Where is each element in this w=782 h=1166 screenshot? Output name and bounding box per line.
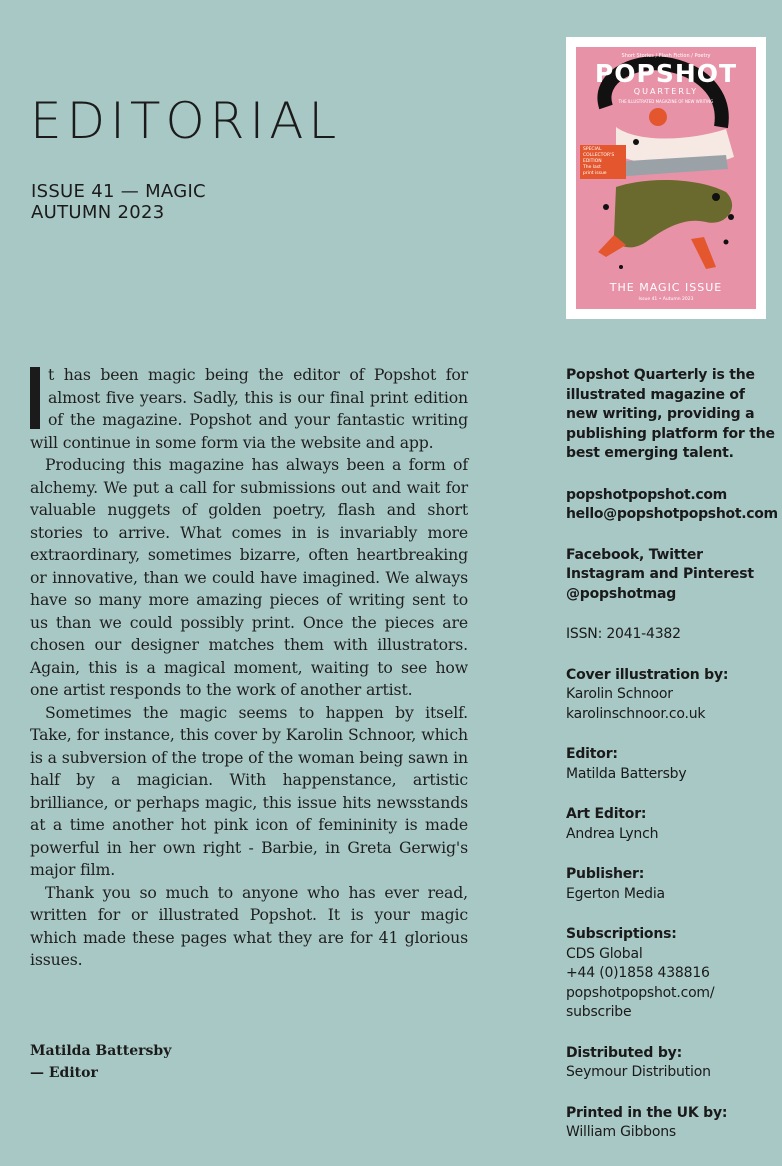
credit-value: William Gibbons xyxy=(566,1124,677,1140)
signature-role: — Editor xyxy=(30,1065,98,1081)
cover-tagline: THE ILLUSTRATED MAGAZINE OF NEW WRITING xyxy=(618,99,714,104)
issn: ISSN: 2041-4382 xyxy=(566,626,681,642)
credit-heading: Art Editor: xyxy=(566,806,647,822)
cover-issue-title: THE MAGIC ISSUE xyxy=(609,281,723,294)
social-line: Facebook, Twitter xyxy=(566,546,703,563)
social-block xyxy=(566,546,776,605)
cover-artwork xyxy=(576,47,756,309)
season-line: AUTUMN 2023 xyxy=(31,202,165,223)
credit-value: CDS Global xyxy=(566,945,643,962)
credit-value[interactable]: subscribe xyxy=(566,1004,632,1020)
credit-value: Karolin Schnoor xyxy=(566,686,673,702)
issue-info xyxy=(31,181,206,223)
credit-block xyxy=(566,925,776,1023)
dropcap xyxy=(30,367,40,429)
badge-line: COLLECTOR'S xyxy=(583,153,615,158)
cover-badge xyxy=(580,145,626,179)
credit-value: +44 (0)1858 438816 xyxy=(566,965,710,981)
credit-block xyxy=(566,805,776,844)
cover-issue-subtitle: Issue 41 • Autumn 2023 xyxy=(638,297,694,302)
cover-topline: Short Stories / Flash Fiction / Poetry xyxy=(621,53,711,59)
badge-line: EDITION xyxy=(583,159,602,164)
editorial-paragraph xyxy=(30,364,468,454)
editor-signature xyxy=(30,1040,171,1084)
credit-value: Andrea Lynch xyxy=(566,825,659,842)
credit-block xyxy=(566,1104,776,1143)
credit-heading: Cover illustration by: xyxy=(566,666,729,683)
badge-line: SPECIAL xyxy=(583,147,602,152)
credit-value: Matilda Battersby xyxy=(566,765,687,782)
cover-subbrand: QUARTERLY xyxy=(633,87,699,96)
cover-brand-logo: POPSHOT xyxy=(594,59,738,88)
email-link[interactable]: hello@popshotpopshot.com xyxy=(566,506,778,522)
issn-block xyxy=(566,625,776,645)
signature-name: Matilda Battersby xyxy=(30,1043,172,1059)
editorial-paragraph: Thank you so much to anyone who has ever read, written for or illustrated Popshot. It is your magic which made these pages what they are for 41 glorious issues. xyxy=(30,882,468,969)
credit-block xyxy=(566,1044,776,1083)
credit-heading: Editor: xyxy=(566,746,618,762)
issue-line: ISSUE 41 — MAGIC xyxy=(31,181,206,202)
social-line: Instagram and Pinterest xyxy=(566,566,754,582)
credit-heading: Subscriptions: xyxy=(566,926,677,942)
credit-heading: Printed in the UK by: xyxy=(566,1104,728,1121)
cover-figure-leg xyxy=(691,237,716,269)
badge-line: The last xyxy=(583,165,601,170)
paragraph-text: t has been magic being the editor of Popshot for almost five years. Sadly, this is our final print edition of the magazine. Popshot and your fantastic writing will continue in some form via the website and app. xyxy=(30,365,468,452)
social-handle[interactable]: @popshotmag xyxy=(566,585,677,602)
credit-value[interactable]: popshotpopshot.com/ xyxy=(566,984,715,1001)
cover-figure-skirt xyxy=(614,180,732,247)
editorial-paragraph: Sometimes the magic seems to happen by itself. Take, for instance, this cover by Karolin Schnoor, which is a subversion of the trope of the woman being sawn in half by a magician. With happenstance, artistic brilliance, or perhaps magic, this issue hits newsstands at a time another hot pink icon of femininity is made powerful in her own right - Barbie, in Greta Gerwig's major film. xyxy=(30,702,468,879)
editorial-body xyxy=(30,364,468,972)
cover-image xyxy=(566,37,766,319)
credit-heading: Publisher: xyxy=(566,866,645,882)
credit-value: Egerton Media xyxy=(566,885,665,902)
contact-block xyxy=(566,486,776,525)
masthead-sidebar xyxy=(566,366,776,1164)
credit-value[interactable]: karolinschnoor.co.uk xyxy=(566,705,706,722)
page-title: EDITORIAL xyxy=(30,92,342,150)
credit-block xyxy=(566,865,776,904)
website-link[interactable]: popshotpopshot.com xyxy=(566,486,727,503)
cover-figure-head xyxy=(649,108,667,126)
badge-line: print issue xyxy=(583,171,607,176)
credit-value: Seymour Distribution xyxy=(566,1064,711,1080)
credit-heading: Distributed by: xyxy=(566,1044,682,1061)
sidebar-intro: Popshot Quarterly is the illustrated magazine of new writing, providing a publishing platform for the best emerging talent. xyxy=(566,367,775,461)
editorial-paragraph: Producing this magazine has always been a form of alchemy. We put a call for submissions out and wait for valuable nuggets of golden poetry, flash and short stories to arrive. What comes in is invariably more extraordinary, sometimes bizarre, often heartbreaking or innovative, than we could have imagined. We always have so many more amazing pieces of writing sent to us than we could possibly print. Once the pieces are chosen our designer matches them with illustrators. Again, this is a magical moment, waiting to see how one artist responds to the work of another artist. xyxy=(30,455,468,699)
credit-block xyxy=(566,745,776,784)
credit-block xyxy=(566,666,776,725)
